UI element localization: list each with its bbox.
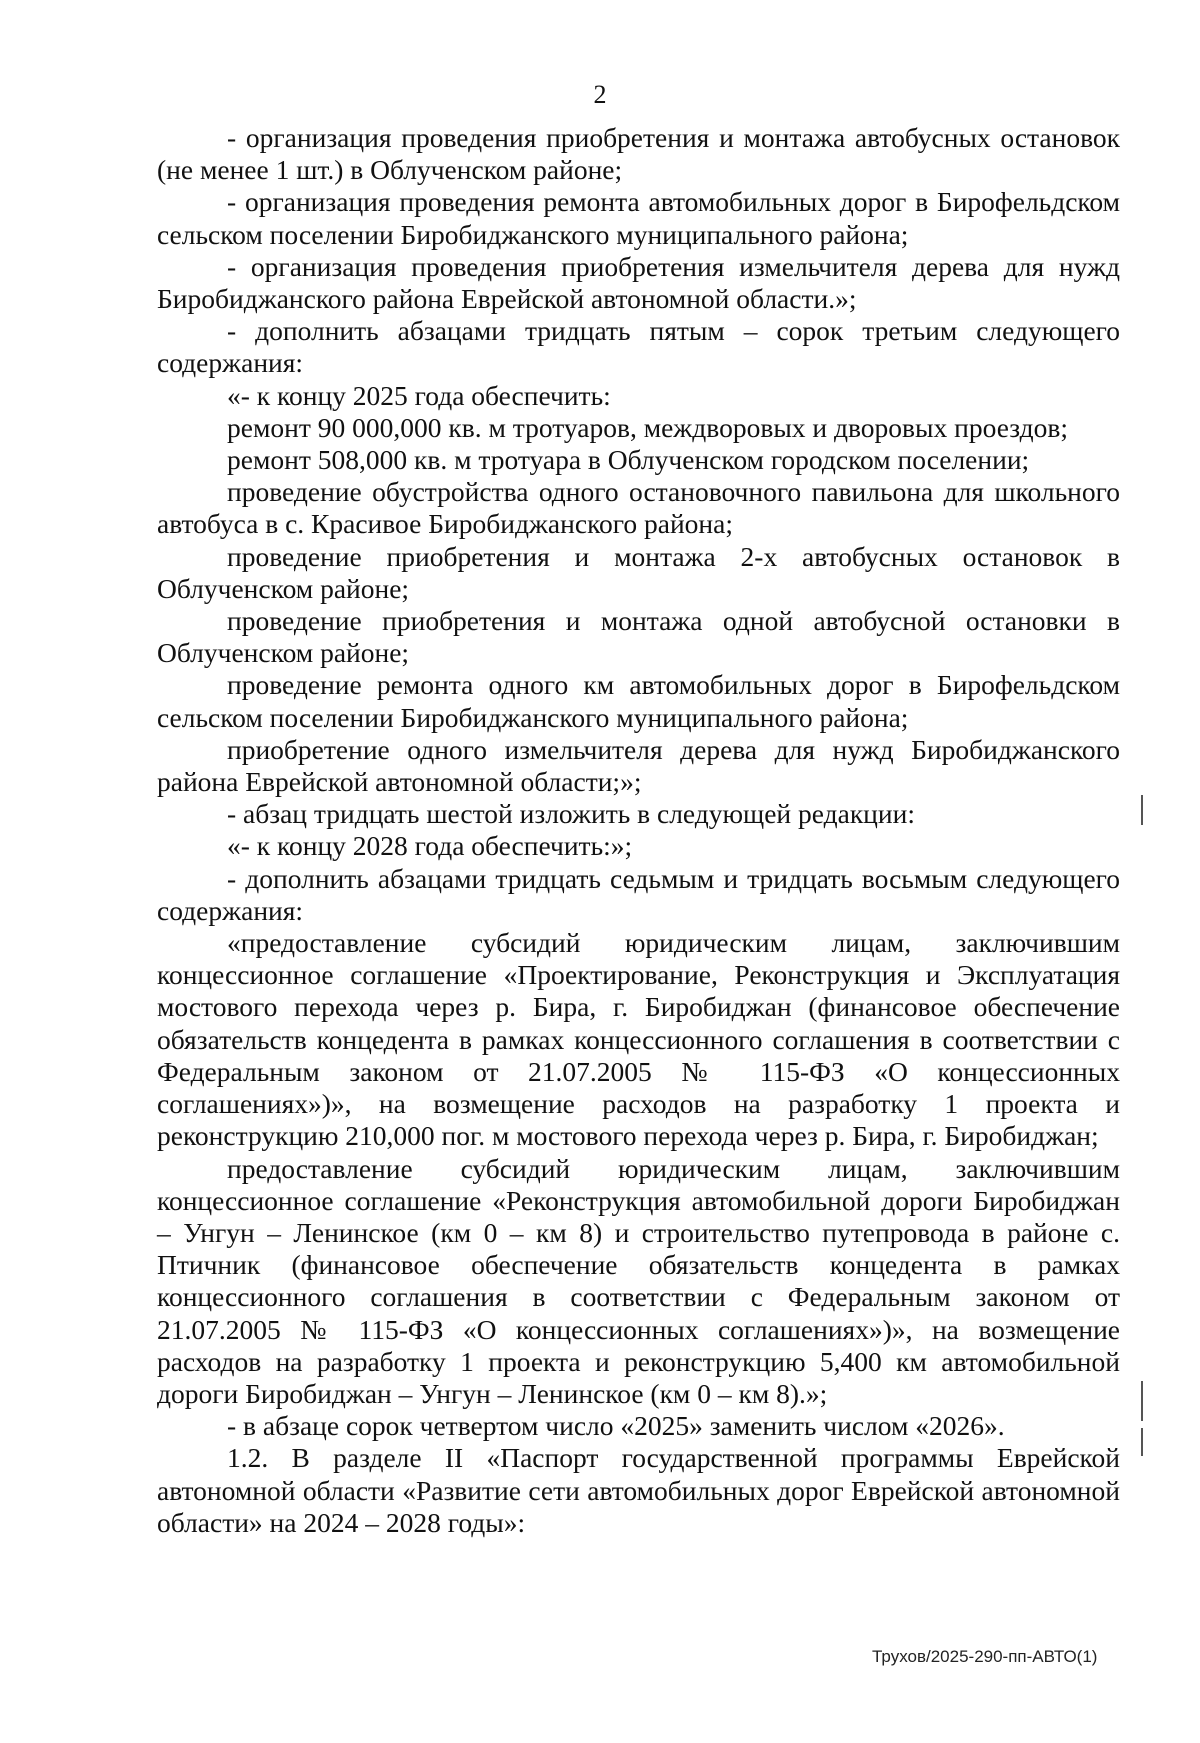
paragraph: ремонт 90 000,000 кв. м тротуаров, междворовых и дворовых проездов; (227, 411, 1068, 443)
margin-change-mark (1141, 1428, 1143, 1456)
paragraph: 1.2. В разделе II «Паспорт государственной программы Еврейской автономной области «Развитие сети автомобильных дорог Еврейской автономной области» на 2024 – 2028 годы»: (157, 1442, 1120, 1538)
document-code: Трухов/2025-290-пп-АВТО(1) (872, 1647, 1098, 1666)
paragraph: - абзац тридцать шестой изложить в следующей редакции: (227, 798, 915, 830)
paragraph: ремонт 508,000 кв. м тротуара в Облученском городском поселении; (227, 444, 1030, 476)
paragraph: приобретение одного измельчителя дерева для нужд Биробиджанского района Еврейской автономной области;»; (157, 733, 1120, 798)
margin-change-mark (1141, 795, 1143, 825)
paragraph: «- к концу 2025 года обеспечить: (227, 379, 611, 411)
paragraph: предоставление субсидий юридическим лицам, заключившим концессионное соглашение «Реконструкция автомобильной дороги Биробиджан – Унгун – Ленинское (км 0 – км 8) и строительство путепровода в районе с. Птичник (финансовое обеспечение обязательств концедента в рамках концессионного соглашения в соответствии с Федеральным законом от 21.07.2005 № 115-ФЗ «О концессионных соглашениях»)», на возмещение расходов на разработку 1 проекта и реконструкцию 5,400 км автомобильной дороги Биробиджан – Унгун – Ленинское (км 0 – км 8).»; (157, 1152, 1120, 1409)
paragraph: проведение приобретения и монтажа 2-х автобусных остановок в Облученском районе; (157, 540, 1120, 604)
paragraph: - организация проведения приобретения и монтажа автобусных остановок (не менее 1 шт.) в Облученском районе; (157, 122, 1120, 186)
paragraph: проведение обустройства одного остановочного павильона для школьного автобуса в с. Красивое Биробиджанского района; (157, 476, 1120, 540)
paragraph: проведение приобретения и монтажа одной автобусной остановки в Облученском районе; (157, 605, 1120, 669)
paragraph: - организация проведения ремонта автомобильных дорог в Бирофельдском сельском поселении Биробиджанского муниципального района; (157, 186, 1120, 250)
paragraph: - в абзаце сорок четвертом число «2025» заменить числом «2026». (227, 1410, 1005, 1442)
paragraph: - организация проведения приобретения измельчителя дерева для нужд Биробиджанского района Еврейской автономной области.»; (157, 250, 1120, 315)
paragraph: - дополнить абзацами тридцать пятым – сорок третьим следующего содержания: (157, 315, 1120, 379)
paragraph: «- к концу 2028 года обеспечить:»; (227, 830, 633, 862)
paragraph: «предоставление субсидий юридическим лицам, заключившим концессионное соглашение «Проектирование, Реконструкция и Эксплуатация мостового перехода через р. Бира, г. Биробиджан (финансовое обеспечение обязательств концедента в рамках концессионного соглашения в соответствии с Федеральным законом от 21.07.2005 № 115-ФЗ «О концессионных соглашениях»)», на возмещение расходов на разработку 1 проекта и реконструкцию 210,000 пог. м мостового перехода через р. Бира, г. Биробиджан; (157, 927, 1120, 1152)
paragraph: - дополнить абзацами тридцать седьмым и тридцать восьмым следующего содержания: (157, 862, 1120, 926)
page-number: 2 (593, 80, 607, 109)
document-body (157, 122, 1120, 1539)
margin-change-mark (1141, 1381, 1143, 1421)
paragraph: проведение ремонта одного км автомобильных дорог в Бирофельдском сельском поселении Биробиджанского муниципального района; (157, 669, 1120, 733)
